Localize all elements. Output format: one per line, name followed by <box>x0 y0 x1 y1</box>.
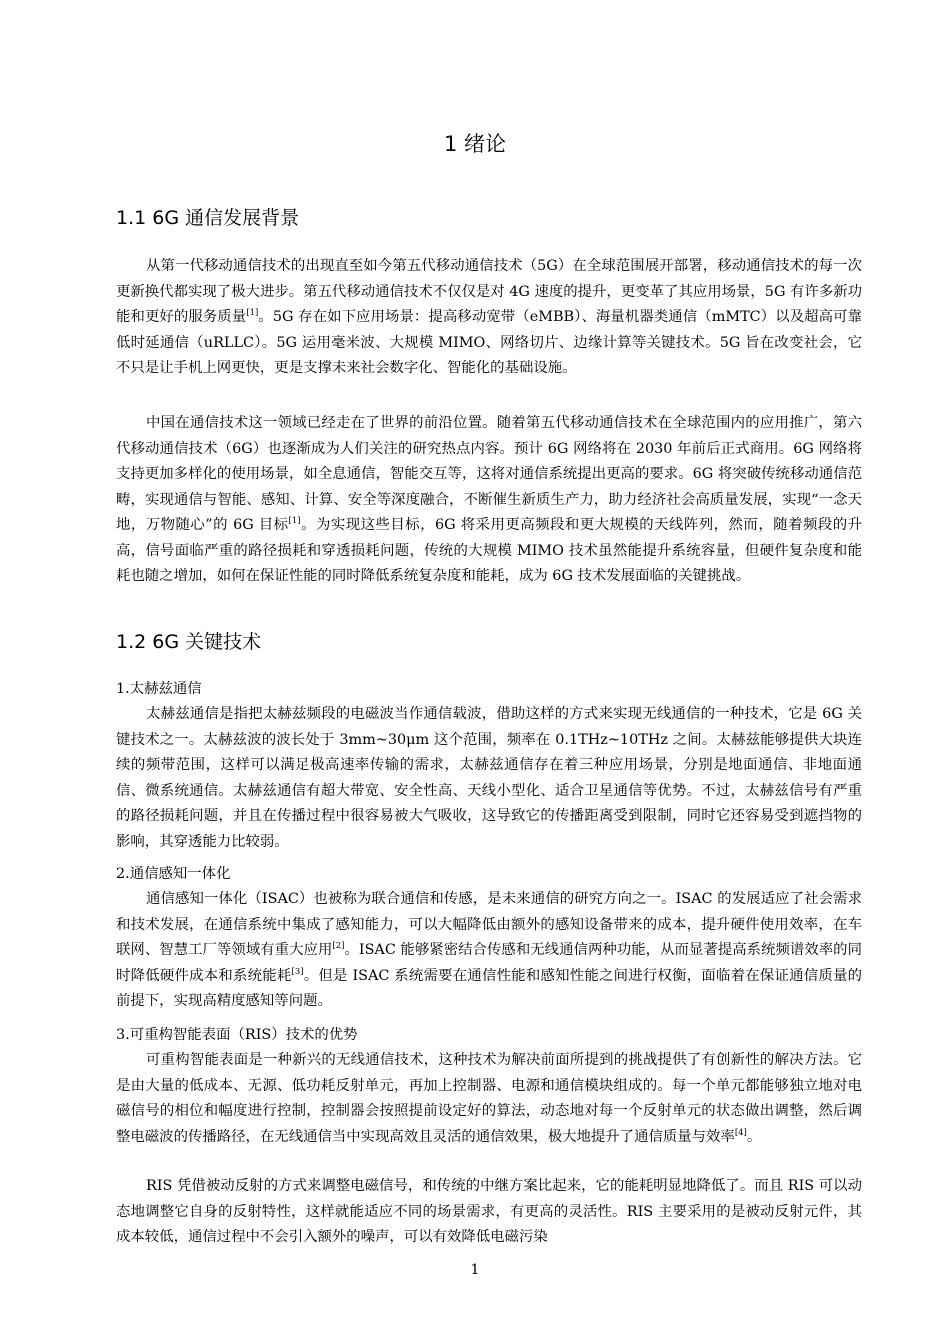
chapter-title: 1 绪论 <box>443 132 507 156</box>
paragraph-terahertz: 太赫兹通信是指把太赫兹频段的电磁波当作通信载波，借助这样的方式来实现无线通信的一种技术，它是 6G 关键技术之一。太赫兹波的波长处于 3mm~30μm 这个范围，频率在 0.1THz~10THz 之间。太赫兹能够提供大块连续的频带范围，这样可以满足极高速率传输的需求，太赫兹通信存在着三种应用场景，分别是地面通信、非地面通信、微系统通信。太赫兹通信有超大带宽、安全性高、天线小型化、适合卫星通信等优势。不过，太赫兹信号有严重的路径损耗问题，并且在传播过程中很容易被大气吸收，这导致它的传播距离受到限制，同时它还容易受到遮挡物的影响，其穿透能力比较弱。 <box>116 706 862 850</box>
paragraph-isac <box>116 887 862 1015</box>
paragraph-ris-advantages: RIS 凭借被动反射的方式来调整电磁信号，和传统的中继方案比起来，它的能耗明显地降低了。而且 RIS 可以动态地调整它自身的反射特性，这样就能适应不同的场景需求，有更高的灵活性。RIS 主要采用的是被动反射元件，其成本较低，通信过程中不会引入额外的噪声，可以有效降低电磁污染 <box>116 1178 862 1245</box>
item-heading-terahertz: 1.太赫兹通信 <box>116 681 202 697</box>
paragraph-text: 。ISAC 能够紧密结合传感和无线通信两种功能，从而显著提高系统频谱效率的同时降低硬件成本和系统能耗 <box>116 942 862 984</box>
paragraph-text: 从第一代移动通信技术的出现直至如今第五代移动通信技术（5G）在全球范围展开部署，移动通信技术的每一次更新换代都实现了极大进步。第五代移动通信技术不仅仅是对 4G 速度的提升，更变革了其应用场景，5G 有许多新功能和更好的服务质量 <box>116 258 862 325</box>
citation-ref: [1] <box>246 308 259 319</box>
paragraph-text: 通信感知一体化（ISAC）也被称为联合通信和传感，是未来通信的研究方向之一。ISAC 的发展适应了社会需求和技术发展，在通信系统中集成了感知能力，可以大幅降低由额外的感知设备带来的成本，提升硬件使用效率，在车联网、智慧工厂等领域有重大应用 <box>116 891 862 958</box>
paragraph-text: 。 <box>746 1128 762 1145</box>
paragraph-text: 可重构智能表面是一种新兴的无线通信技术，这种技术为解决前面所提到的挑战提供了有创新性的解决方法。它是由大量的低成本、无源、低功耗反射单元，再加上控制器、电源和通信模块组成的。每一个单元都能够独立地对电磁信号的相位和幅度进行控制，控制器会按照提前设定好的算法，动态地对每一个反射单元的状态做出调整，然后调整电磁波的传播路径，在无线通信当中实现高效且灵活的通信效果，极大地提升了通信质量与效率 <box>116 1052 862 1145</box>
citation-ref: [3] <box>291 966 304 977</box>
citation-ref: [2] <box>332 941 345 952</box>
paragraph-6g-background <box>116 411 862 590</box>
paragraph-text: 。为实现这些目标，6G 将采用更高频段和更大规模的天线阵列，然而，随着频段的升高，信号面临严重的路径损耗和穿透损耗问题，传统的大规模 MIMO 技术虽然能提升系统容量，但硬件复杂度和能耗也随之增加，如何在保证性能的同时降低系统复杂度和能耗，成为 6G 技术发展面临的关键挑战。 <box>116 517 862 584</box>
citation-ref: [1] <box>288 516 301 527</box>
page-number: 1 <box>470 1262 480 1278</box>
section-title-1-1: 1.1 6G 通信发展背景 <box>116 207 300 229</box>
paragraph-ris <box>116 1048 862 1150</box>
item-heading-ris: 3.可重构智能表面（RIS）技术的优势 <box>116 1027 358 1043</box>
item-heading-isac: 2.通信感知一体化 <box>116 866 231 882</box>
paragraph-text: 。但是 ISAC 系统需要在通信性能和感知性能之间进行权衡，面临着在保证通信质量的前提下，实现高精度感知等问题。 <box>116 967 862 1009</box>
paragraph-text: 。5G 存在如下应用场景：提高移动宽带（eMBB）、海量机器类通信（mMTC）以及超高可靠低时延通信（uRLLC）。5G 运用毫米波、大规模 MIMO、网络切片、边缘计算等关键技术。5G 旨在改变社会，它不只是让手机上网更快，更是支撑未来社会数字化、智能化的基础设施。 <box>116 309 862 376</box>
paragraph-5g-background <box>116 254 862 382</box>
citation-ref: [4] <box>734 1127 747 1138</box>
paragraph-text: 中国在通信技术这一领域已经走在了世界的前沿位置。随着第五代移动通信技术在全球范围内的应用推广，第六代移动通信技术（6G）也逐渐成为人们关注的研究热点内容。预计 6G 网络将在 2030 年前后正式商用。6G 网络将支持更加多样化的使用场景，如全息通信，智能交互等，这将对通信系统提出更高的要求。6G 将突破传统移动通信范畴，实现通信与智能、感知、计算、安全等深度融合，不断催生新质生产力，助力经济社会高质量发展，实现“一念天地，万物随心”的 6G 目标 <box>116 415 862 533</box>
section-title-1-2: 1.2 6G 关键技术 <box>116 631 262 653</box>
